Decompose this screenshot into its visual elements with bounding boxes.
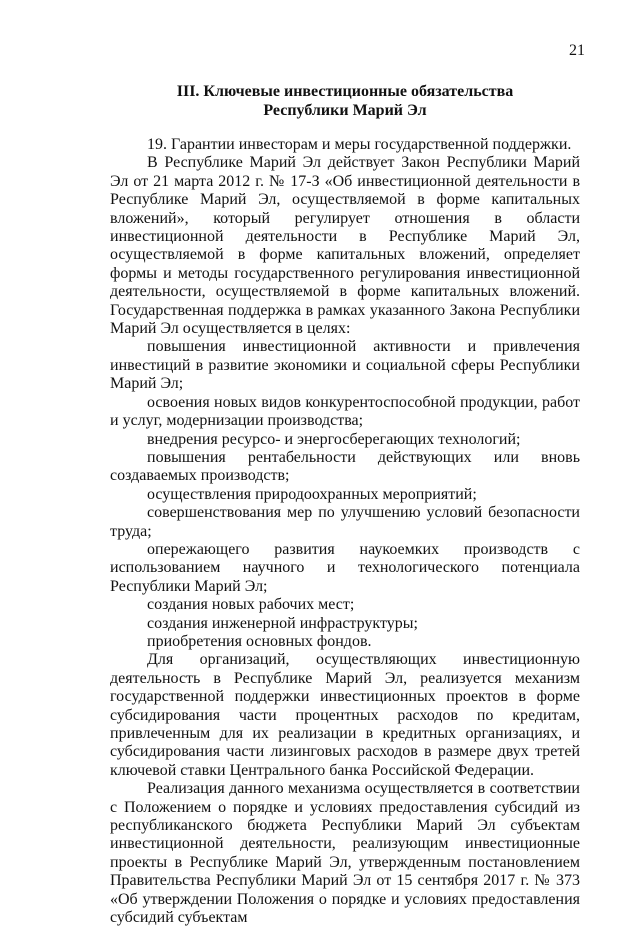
list-item-goal-9: создания инженерной инфраструктуры; bbox=[147, 614, 418, 632]
list-item-goal-2: освоения новых видов конкурентоспособной продукции, работ и услуг, модернизации производства; bbox=[110, 393, 580, 430]
list-item-goal-8: создания новых рабочих мест; bbox=[147, 596, 355, 614]
section-heading bbox=[110, 82, 580, 120]
paragraph-clause-19: 19. Гарантии инвесторам и меры государственной поддержки. bbox=[147, 136, 572, 153]
list-item-goal-7: опережающего развития наукоемких производств с использованием научного и технологического потенциала Республики Марий Эл; bbox=[110, 540, 580, 595]
list-item-goal-10: приобретения основных фондов. bbox=[147, 632, 372, 650]
page-number: 21 bbox=[569, 42, 585, 59]
section-heading-line-2: Республики Марий Эл bbox=[263, 102, 427, 119]
list-item-goal-1: повышения инвестиционной активности и привлечения инвестиций в развитие экономики и социальной сферы Республики Марий Эл; bbox=[110, 338, 580, 393]
section-heading-line-1: III. Ключевые инвестиционные обязательства bbox=[176, 83, 514, 100]
document-body bbox=[110, 136, 580, 927]
list-item-goal-6: совершенствования мер по улучшению условий безопасности труда; bbox=[110, 504, 580, 540]
list-item-goal-4: повышения рентабельности действующих или вновь создаваемых производств; bbox=[110, 448, 580, 485]
list-item-goal-5: осуществления природоохранных мероприятий; bbox=[147, 485, 477, 503]
list-item-goal-3: внедрения ресурсо- и энергосберегающих технологий; bbox=[147, 430, 521, 448]
paragraph-support-mechanism: Для организаций, осуществляющих инвестиционную деятельность в Республике Марий Эл, реализуется механизм государственной поддержки инвестиционных проектов в форме субсидирования части процентных расходов по кредитам, привлеченным для их реализации в кредитных организациях, и субсидирования части лизинговых расходов в размере двух третей ключевой ставки Центрального банка Российской Федерации. bbox=[110, 651, 580, 779]
paragraph-law-description: В Республике Марий Эл действует Закон Республики Марий Эл от 21 марта 2012 г. № 17-З «Об инвестиционной деятельности в Республике Марий Эл, осуществляемой в форме капитальных вложений», который регулирует отношения в области инвестиционной деятельности в Республике Марий Эл, осуществляемой в форме капитальных вложений, определяет формы и методы государственного регулирования инвестиционной деятельности, осуществляемой в форме капитальных вложений. Государственная поддержка в рамках указанного Закона Республики Марий Эл осуществляется в целях: bbox=[110, 154, 580, 338]
paragraph-mechanism-regulation: Реализация данного механизма осуществляется в соответствии с Положением о порядке и условиях предоставления субсидий из республиканского бюджета Республики Марий Эл субъектам инвестиционной деятельности, реализующим инвестиционные проекты в Республике Марий Эл, утвержденным постановлением Правительства Республики Марий Эл от 15 сентября 2017 г. № 373 «Об утверждении Положения о порядке и условиях предоставления субсидий субъектам bbox=[110, 780, 580, 927]
